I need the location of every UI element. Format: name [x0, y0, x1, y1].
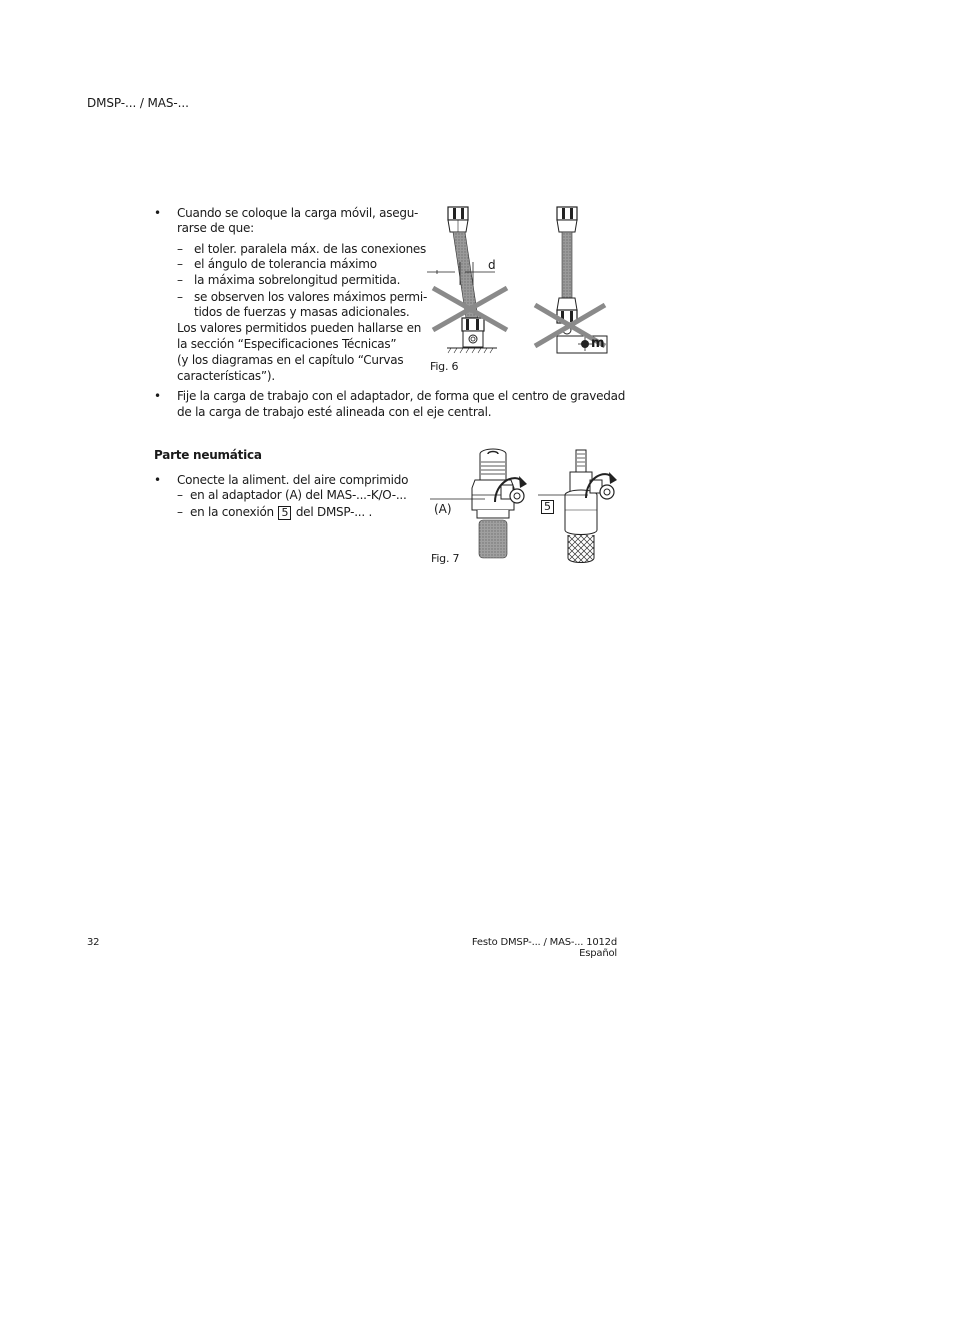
port-label-5: 5 [541, 500, 554, 514]
tilted-assembly [427, 207, 507, 353]
figure-6 [425, 200, 625, 380]
bullet-text-line: Conecte la aliment. del aire comprimido [177, 473, 409, 487]
dash-marker: – [177, 273, 183, 287]
dash-marker: – [177, 290, 183, 304]
dimension-label-d: d [488, 258, 496, 272]
sub-item-text: el ángulo de tolerancia máximo [194, 257, 377, 271]
page-number: 32 [87, 937, 100, 948]
sub-item-text-post: del DMSP-... . [295, 505, 373, 519]
running-header: DMSP-... / MAS-... [87, 96, 189, 110]
sub-item-text: tidos de fuerzas y masas adicionales. [194, 305, 410, 319]
bullet-text-line: rarse de que: [177, 221, 254, 235]
offset-mass-assembly [535, 207, 607, 353]
sub-item-text: la máxima sobrelongitud permitida. [194, 273, 401, 287]
bullet-marker: • [154, 389, 162, 403]
mass-label-m: m [591, 336, 605, 351]
figure-caption: Fig. 6 [430, 360, 459, 373]
footer-doc-info: Festo DMSP-... / MAS-... 1012d Español [471, 937, 617, 959]
dash-marker: – [177, 257, 183, 271]
bullet-text-line: de la carga de trabajo esté alineada con el eje central. [177, 405, 492, 419]
note-line: la sección “Especificaciones Técnicas” [177, 337, 397, 351]
sub-item-text-pre: en la conexión [190, 505, 274, 519]
sub-item-text: se observen los valores máximos permi- [194, 290, 428, 304]
bullet-marker: • [154, 473, 162, 487]
adapter-label-a: (A) [434, 502, 452, 516]
bullet-text-line: Fije la carga de trabajo con el adaptador, de forma que el centro de gravedad [177, 389, 626, 403]
dash-marker: – [177, 488, 183, 502]
section-heading: Parte neumática [154, 448, 262, 462]
note-line: Los valores permitidos pueden hallarse en [177, 321, 422, 335]
sub-item-text [190, 505, 372, 521]
figure-caption: Fig. 7 [431, 552, 460, 565]
figure-7 [425, 440, 625, 575]
note-line: características”). [177, 369, 275, 383]
sub-item-text: en al adaptador (A) del MAS-...-K/O-... [190, 488, 407, 502]
port-number-box: 5 [278, 506, 291, 520]
sub-item-text: el toler. paralela máx. de las conexiones [194, 242, 427, 256]
dash-marker: – [177, 242, 183, 256]
figure-6-illustration [425, 200, 625, 380]
dash-marker: – [177, 505, 183, 519]
note-line: (y los diagramas en el capítulo “Curvas [177, 353, 404, 367]
bullet-marker: • [154, 206, 162, 220]
bullet-text-line: Cuando se coloque la carga móvil, asegu- [177, 206, 419, 220]
